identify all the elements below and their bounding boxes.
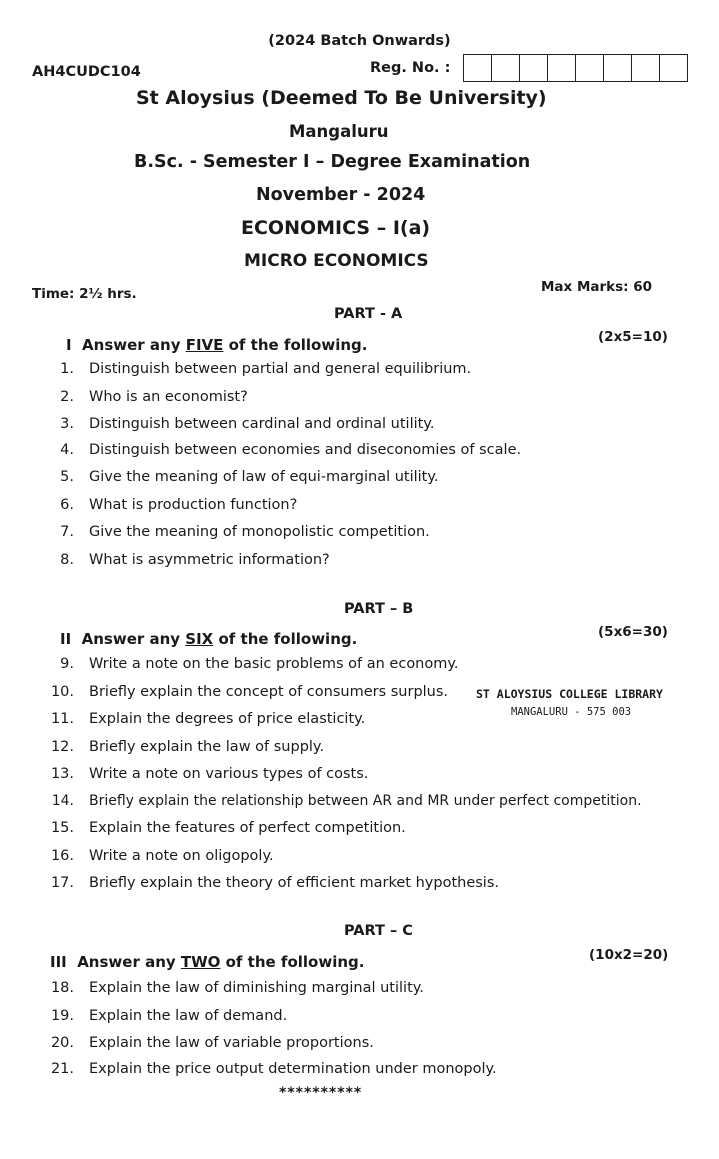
- course-code: AH4CUDC104: [32, 64, 141, 80]
- reg-box: [520, 55, 548, 81]
- part-c-title: PART – C: [344, 923, 413, 939]
- part-c-marks: (10x2=20): [589, 947, 669, 963]
- reg-box: [548, 55, 576, 81]
- question-item: 2. Who is an economist?: [60, 389, 248, 405]
- instruction-key: SIX: [185, 630, 214, 648]
- question-item: 10. Briefly explain the concept of consumers surplus.: [50, 684, 449, 700]
- instruction-pre: Answer any: [82, 336, 186, 354]
- instruction-pre: Answer any: [77, 953, 181, 971]
- question-item: 1. Distinguish between partial and general equilibrium.: [60, 361, 472, 377]
- reg-box: [492, 55, 520, 81]
- question-item: 16. Write a note on oligopoly.: [50, 848, 274, 864]
- question-item: 4. Distinguish between economies and diseconomies of scale.: [60, 442, 522, 458]
- library-stamp-line2: MANGALURU - 575 003: [511, 706, 632, 718]
- instruction-pre: Answer any: [81, 630, 186, 648]
- question-item: 8. What is asymmetric information?: [60, 552, 330, 568]
- end-stars: **********: [279, 1085, 363, 1101]
- part-b-instruction: [60, 630, 357, 648]
- part-a-title: PART - A: [334, 306, 403, 322]
- question-item: 17. Briefly explain the theory of efficient market hypothesis.: [50, 875, 499, 891]
- reg-no-label: Reg. No. :: [370, 60, 451, 76]
- paper-title: MICRO ECONOMICS: [244, 251, 429, 271]
- question-item: 20. Explain the law of variable proportions.: [50, 1035, 374, 1051]
- subject: ECONOMICS – I(a): [241, 217, 431, 239]
- reg-box: [632, 55, 660, 81]
- question-item: 12. Briefly explain the law of supply.: [50, 739, 325, 755]
- roman-numeral: I: [66, 336, 72, 354]
- question-item: 13. Write a note on various types of costs.: [50, 766, 369, 782]
- part-a-instruction: [66, 336, 367, 354]
- roman-numeral: II: [60, 630, 72, 648]
- reg-box: [576, 55, 604, 81]
- part-b-title: PART – B: [344, 601, 414, 617]
- reg-box: [660, 55, 687, 81]
- question-item: 14. Briefly explain the relationship between AR and MR under perfect competition.: [51, 793, 642, 809]
- instruction-key: FIVE: [185, 336, 224, 354]
- question-item: 18. Explain the law of diminishing marginal utility.: [50, 980, 424, 996]
- question-item: 11. Explain the degrees of price elasticity.: [50, 711, 366, 727]
- exam-title: B.Sc. - Semester I – Degree Examination: [134, 152, 531, 172]
- question-item: 6. What is production function?: [60, 497, 298, 513]
- reg-box: [464, 55, 492, 81]
- part-c-instruction: [50, 953, 364, 971]
- question-item: 9. Write a note on the basic problems of an economy.: [60, 656, 459, 672]
- question-item: 21. Explain the price output determination under monopoly.: [50, 1061, 497, 1077]
- library-stamp-line1: ST ALOYSIUS COLLEGE LIBRARY: [476, 687, 663, 701]
- question-item: 19. Explain the law of demand.: [50, 1008, 288, 1024]
- instruction-post: of the following.: [213, 630, 358, 648]
- part-b-marks: (5x6=30): [598, 624, 668, 640]
- question-item: 3. Distinguish between cardinal and ordinal utility.: [60, 416, 435, 432]
- question-item: 15. Explain the features of perfect competition.: [50, 820, 406, 836]
- roman-numeral: III: [50, 953, 67, 971]
- reg-box: [604, 55, 632, 81]
- exam-month: November - 2024: [256, 185, 426, 205]
- reg-no-boxes: [463, 54, 688, 82]
- question-item: 5. Give the meaning of law of equi-marginal utility.: [60, 469, 439, 485]
- max-marks: Max Marks: 60: [541, 279, 653, 295]
- instruction-key: TWO: [180, 953, 221, 971]
- question-item: 7. Give the meaning of monopolistic competition.: [60, 524, 430, 540]
- city: Mangaluru: [289, 122, 389, 141]
- instruction-post: of the following.: [223, 336, 368, 354]
- university-name: St Aloysius (Deemed To Be University): [136, 87, 547, 109]
- part-a-marks: (2x5=10): [598, 329, 668, 345]
- batch-note: (2024 Batch Onwards): [268, 33, 451, 49]
- time: Time: 2½ hrs.: [32, 286, 137, 302]
- instruction-post: of the following.: [220, 953, 365, 971]
